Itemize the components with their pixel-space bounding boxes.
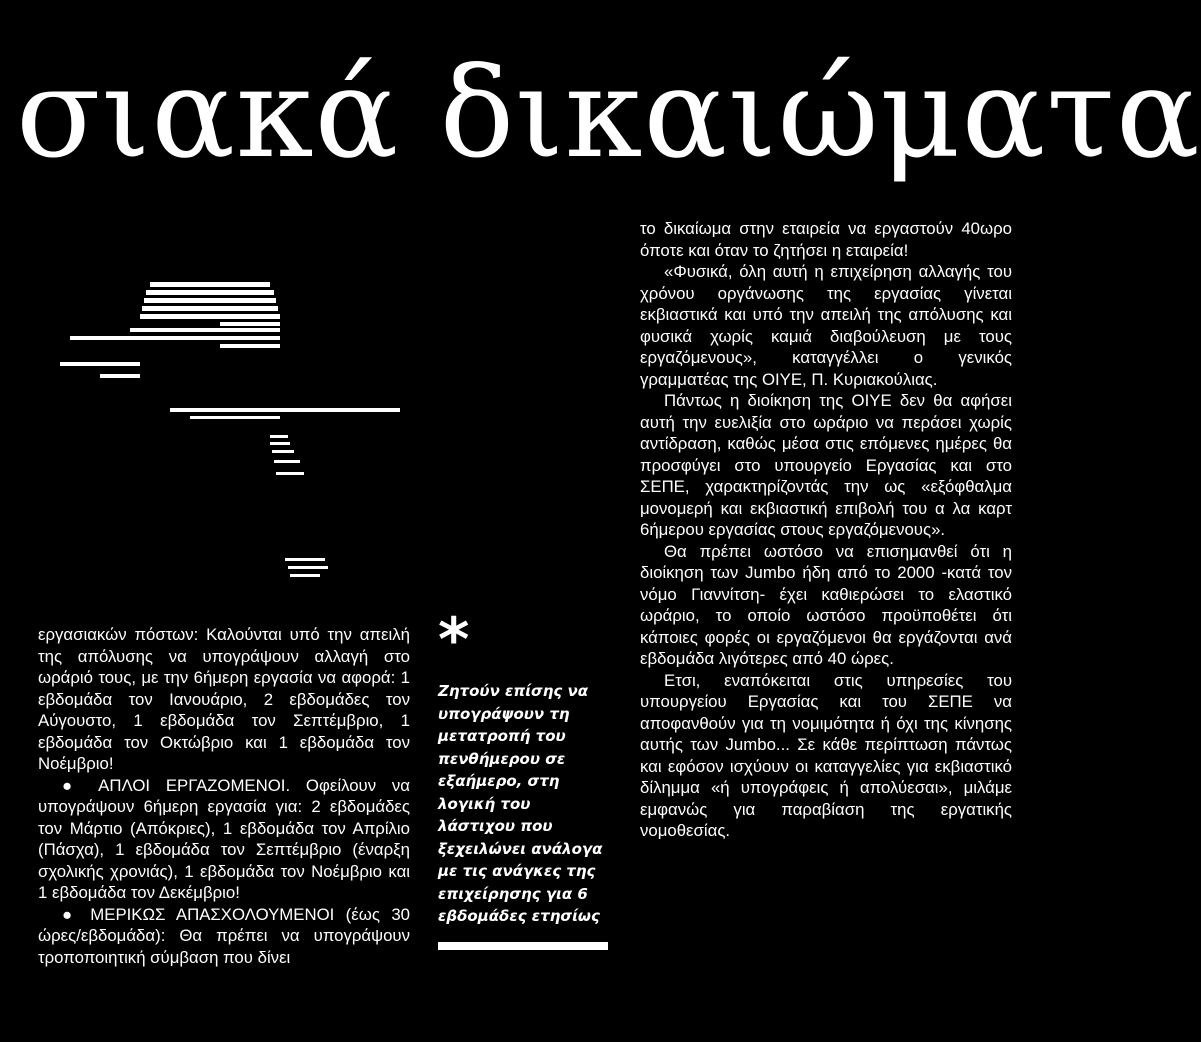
right-column — [640, 218, 1012, 842]
left-paragraph-1: εργασιακών πόστων: Καλούνται υπό την απειλή της απόλυσης να υπογράψουν αλλαγή στο ωράριό τους, με την 6ήμερη εργασία να αφορά: 1 εβδομάδα τον Ιανουάριο, 2 εβδομάδες τον Αύγουστο, 1 εβδομάδα τον Σεπτέμβριο, 1 εβδομάδα τον Οκτώβριο και 1 εβδομάδα τον Νοέμβριο! — [38, 625, 410, 773]
pullquote — [438, 605, 608, 950]
right-paragraph-2: «Φυσικά, όλη αυτή η επιχείρηση αλλαγής του χρόνου οργάνωσης της εργασίας γίνεται εκβιαστικά και υπό την απειλή της απόλυσης και φυσικά χωρίς καμιά διαβούλευση με τους εργαζόμενους», καταγγέλλει ο γενικός γραμματέας της ΟΙΥΕ, Π. Κυριακούλιας. — [640, 262, 1012, 389]
left-column — [38, 624, 410, 968]
striped-clock-graphic — [40, 270, 420, 600]
right-paragraph-5: Ετσι, εναπόκειται στις υπηρεσίες του υπουργείου Εργασίας και του ΣΕΠΕ να αποφανθούν για τη νομιμότητα ή όχι της κίνησης αυτής των Jumbo... Σε κάθε περίπτωση πάντως και εφόσον ισχύουν οι καταγγελίες για εκβιαστικό δίλημμα «ή υπογράφεις ή απολύεσαι», μιλάμε εμφανώς για παραβίαση της εργατικής νομοθεσίας. — [640, 670, 1012, 840]
left-paragraph-3: ● ΜΕΡΙΚΩΣ ΑΠΑΣΧΟΛΟΥΜΕΝΟΙ (έως 30 ώρες/εβδομάδα): Θα πρέπει να υπογράψουν τροποποιητική σύμβαση που δίνει — [38, 904, 410, 969]
asterisk-icon: * — [438, 605, 470, 675]
left-paragraph-2: ● ΑΠΛΟΙ ΕΡΓΑΖΟΜΕΝΟΙ. Οφείλουν να υπογράψουν 6ήμερη εργασία για: 2 εβδομάδες τον Μάρτιο (Απόκριες), 1 εβδομάδα τον Απρίλιο (Πάσχα), 1 εβδομάδα τον Σεπτέμβριο (έναρξη σχολικής χρονιάς), 1 εβδομάδα τον Νοέμβριο και 1 εβδομάδα τον Δεκέμβριο! — [38, 775, 410, 904]
headline: σιακά δικαιώματα — [16, 42, 1201, 186]
right-paragraph-3: Πάντως η διοίκηση της ΟΙΥΕ δεν θα αφήσει αυτή την ευελιξία στο ωράριο να περάσει χωρίς αντίδραση, καθώς μέσα στις επόμενες ημέρες θα προσφύγει στο υπουργείο Εργασίας και στο ΣΕΠΕ, χαρακτηρίζοντάς την ως «εξόφθαλμα μονομερή και εκβιαστική επιβολή του α λα καρτ 6ήμερου εργασίας στους εργαζόμενους». — [640, 391, 1012, 539]
right-paragraph-1: το δικαίωμα στην εταιρεία να εργαστούν 40ωρο όποτε και όταν το ζητήσει η εταιρεία! — [640, 219, 1012, 260]
pullquote-rule — [438, 942, 608, 950]
right-paragraph-4: Θα πρέπει ωστόσο να επισημανθεί ότι η διοίκηση των Jumbo ήδη από το 2000 -κατά τον νόμο Γιαννίτση- έχει καθιερώσει το ελαστικό ωράριο, το οποίο ωστόσο προϋποθέτει ότι κάποιες φορές οι εργαζόμενοι θα εργάζονται ανά εβδομάδα λιγότερες από 40 ώρες. — [640, 541, 1012, 668]
pullquote-text: Ζητούν επίσης να υπογράψουν τη μετατροπή του πενθήμερου σε εξαήμερο, στη λογική του λάστιχου που ξεχειλώνει ανάλογα με τις ανάγκες της επιχείρησης για 6 εβδομάδες ετησίως — [438, 682, 603, 925]
